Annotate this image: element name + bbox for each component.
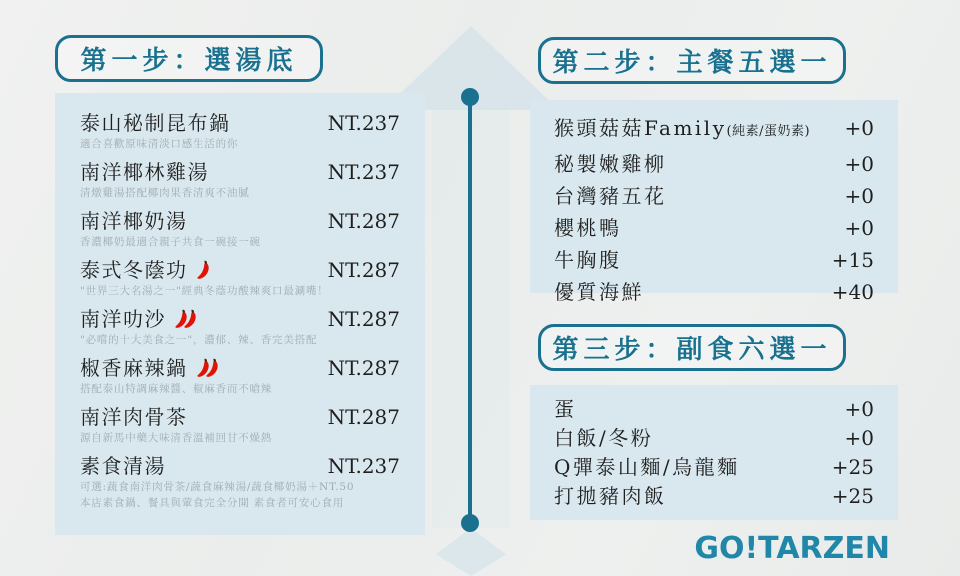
step2-title: 第二步：主餐五選一 [552,48,832,78]
soup-item [80,404,400,446]
menu-item-name [554,212,622,244]
menu-item-row [554,212,874,244]
menu-item-price: +40 [831,280,874,304]
main-dish-panel [530,100,898,304]
menu-item-note: (純素/蛋奶素) [726,124,811,139]
soup-item-row [80,257,400,283]
menu-item-price: +0 [844,216,874,240]
menu-item-name-text: 猴頭菇菇Family [554,116,727,140]
soup-item [80,257,400,299]
soup-item-row [80,208,400,234]
timeline-dot-top [461,88,479,106]
menu-item-price: +0 [844,397,874,421]
menu-item-price: +25 [831,455,874,479]
soup-list-panel [55,93,425,535]
step1-title: 第一步：選湯底 [80,46,298,76]
step3-title: 第三步：副食六選一 [552,335,832,365]
menu-item-name [554,482,667,511]
soup-item-name: 南洋椰奶湯 [80,209,188,233]
soup-item-price: NT.287 [327,307,400,331]
chili-pepper-icon [204,357,220,380]
menu-item-name [554,148,667,180]
soup-item [80,306,400,348]
chili-pepper-icons [195,357,220,380]
menu-item-row [554,112,874,148]
menu-item-name-text: 蛋 [554,397,577,421]
soup-item-price: NT.287 [327,209,400,233]
menu-item-price: +0 [844,116,874,140]
soup-item-name: 素食清湯 [80,454,166,478]
timeline-divider-line [468,97,472,523]
soup-item [80,159,400,201]
menu-item-name-text: 櫻桃鴨 [554,216,622,240]
menu-item-row [554,276,874,308]
menu-item-name-text: Q彈泰山麵/烏龍麵 [554,455,740,479]
step2-header [538,37,846,84]
soup-item-name: 南洋椰林雞湯 [80,160,209,184]
menu-item-price: +25 [831,484,874,508]
menu-item-row [554,244,874,276]
watermark-diamond-shape [436,528,506,576]
brand-logo: GO!TARZEN [694,531,890,566]
menu-item-name [554,453,740,482]
soup-item-price: NT.237 [327,454,400,478]
chili-pepper-icon [182,308,198,331]
soup-item-row [80,404,400,430]
menu-item-name-text: 牛胸腹 [554,248,622,272]
menu-item-name [554,424,653,453]
menu-item-row [554,395,874,424]
side-dish-panel [530,385,898,520]
menu-item-row [554,148,874,180]
step3-header [538,324,846,371]
menu-item-name-text: 白飯/冬粉 [554,426,654,450]
soup-item-description: 清燉雞湯搭配椰肉果香清爽不油膩 [80,187,250,199]
menu-item-price: +0 [844,426,874,450]
menu-item-row [554,424,874,453]
soup-item-name: 椒香麻辣鍋 [80,356,188,380]
soup-item [80,110,400,152]
chili-pepper-icon [195,259,211,282]
soup-item-name: 南洋叻沙 [80,307,166,331]
soup-item-row [80,453,400,479]
soup-item-price: NT.237 [327,111,400,135]
soup-item-description: 搭配泰山特調麻辣醬、椒麻香而不嗆辣 [80,383,273,395]
soup-item-price: NT.287 [327,356,400,380]
soup-item-description: 香濃椰奶最適合親子共食一碗接一碗 [80,236,261,248]
menu-item-name-text: 優質海鮮 [554,280,644,304]
menu-item-row [554,180,874,212]
chili-pepper-icons [195,259,211,282]
soup-item [80,453,400,511]
soup-item-row [80,306,400,332]
soup-item-row [80,159,400,185]
timeline-dot-bottom [461,514,479,532]
menu-item-price: +0 [844,184,874,208]
soup-item [80,208,400,250]
soup-item-price: NT.287 [327,258,400,282]
soup-item-price: NT.287 [327,405,400,429]
soup-item-name: 泰山秘制昆布鍋 [80,111,231,135]
soup-item-description: 源自新馬中藥大味清香溫補回甘不燥熱 [80,432,273,444]
menu-item-row [554,482,874,511]
soup-item-row [80,110,400,136]
menu-item-price: +0 [844,152,874,176]
menu-item-name-text: 台灣豬五花 [554,184,667,208]
soup-item-description: "必嚐的十大美食之一"，濃郁、辣、香完美搭配 [80,334,318,346]
soup-item-description-extra: 本店素食鍋、餐具與葷食完全分開 素食者可安心食用 [80,497,345,509]
menu-item-name [554,276,644,308]
menu-item-name [554,180,667,212]
soup-item-description: 可選:蔬食南洋肉骨茶/蔬食麻辣湯/蔬食椰奶湯＋NT.50 [80,481,355,493]
menu-item-name [554,395,577,424]
soup-item-name: 南洋肉骨茶 [80,405,188,429]
soup-item-price: NT.237 [327,160,400,184]
chili-pepper-icons [173,308,198,331]
menu-item-name-text: 打拋豬肉飯 [554,484,667,508]
menu-item-name-text: 秘製嫩雞柳 [554,152,667,176]
soup-item-row [80,355,400,381]
soup-item-name: 泰式冬蔭功 [80,258,188,282]
soup-item [80,355,400,397]
menu-item-row [554,453,874,482]
menu-item-name [554,244,622,276]
step1-header [55,35,323,82]
soup-item-description: "世界三大名湯之一"經典冬蔭功酸辣爽口最涮嘴！ [80,285,329,297]
menu-item-name [554,112,810,148]
soup-item-description: 適合喜歡原味清淡口感生活的你 [80,138,239,150]
menu-item-price: +15 [831,248,874,272]
